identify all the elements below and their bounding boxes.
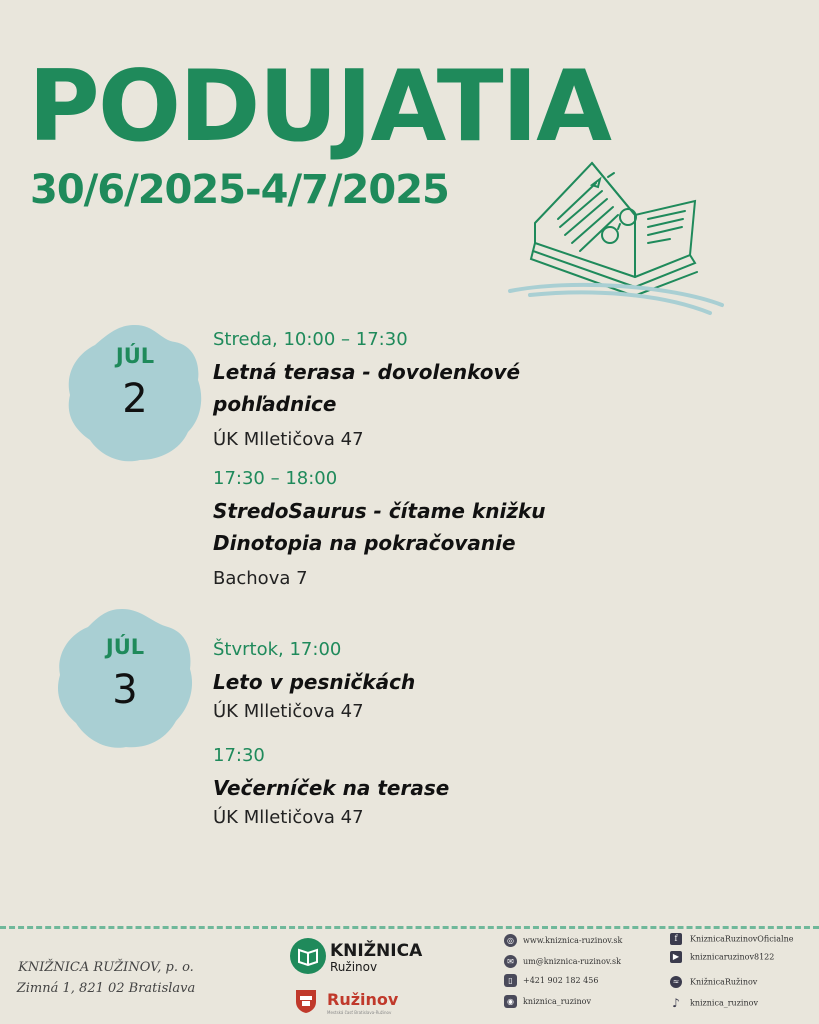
mail-icon: ✉: [504, 955, 517, 968]
contact-email[interactable]: ✉ um@kniznica-ruzinov.sk: [504, 955, 621, 968]
instagram-icon: ◉: [504, 995, 517, 1008]
org-address: Zimná 1, 821 02 Bratislava: [16, 981, 196, 996]
tiktok-icon: ♪: [672, 996, 680, 1010]
org-name: KNIŽNICA RUŽINOV, p. o.: [18, 960, 194, 975]
footer-divider: [0, 926, 819, 929]
page-title: PODUJATIA: [28, 50, 610, 164]
globe-icon: ◎: [504, 934, 517, 947]
event-place: ÚK Mlletičova 47: [213, 429, 364, 450]
library-logo-name: KNIŽNICA: [330, 941, 423, 961]
event-place: ÚK Mlletičova 47: [213, 807, 364, 828]
event-item: [213, 744, 573, 830]
footer-address: [6, 957, 206, 999]
event-time: 17:30: [213, 745, 265, 766]
badge-day: 2: [122, 376, 148, 422]
facebook-icon: f: [670, 933, 682, 945]
social-tiktok[interactable]: ♪ kniznica_ruzinov: [670, 997, 758, 1009]
event-time: 17:30 – 18:00: [213, 468, 338, 489]
social-facebook[interactable]: f KniznicaRuzinovOficialne: [670, 933, 793, 945]
badge-month: JÚL: [115, 344, 155, 368]
event-name: Letná terasa - dovolenkové pohľadnice: [213, 360, 521, 416]
event-item: [213, 328, 573, 452]
book-icon: [290, 938, 326, 974]
date-badge: [60, 320, 210, 470]
event-name: Večerníček na terase: [213, 776, 450, 800]
library-logo[interactable]: [290, 938, 423, 978]
contact-instagram[interactable]: ◉ kniznica_ruzinov: [504, 995, 591, 1008]
event-name: Leto v pesničkách: [213, 670, 416, 694]
badge-day: 3: [112, 667, 138, 713]
event-item: [213, 467, 573, 591]
district-logo[interactable]: [293, 988, 423, 1022]
contact-phone[interactable]: ▯ +421 902 182 456: [504, 974, 598, 987]
date-range: 30/6/2025-4/7/2025: [30, 167, 449, 213]
badge-month: JÚL: [105, 635, 145, 659]
spotify-icon: ≈: [670, 976, 682, 988]
event-time: Streda, 10:00 – 17:30: [213, 329, 408, 350]
social-spotify[interactable]: ≈ KnižnicaRužinov: [670, 976, 757, 988]
youtube-icon: ▶: [670, 951, 682, 963]
event-place: ÚK Mlletičova 47: [213, 701, 364, 722]
event-time: Štvrtok, 17:00: [213, 639, 342, 660]
event-place: Bachova 7: [213, 568, 308, 589]
district-logo-name: Ružinov: [327, 990, 399, 1009]
library-logo-sub: Ružinov: [330, 960, 378, 974]
date-badge: [50, 605, 200, 755]
phone-icon: ▯: [504, 974, 517, 987]
event-name: StredoSaurus - čítame knižku Dinotopia na pokračovanie: [213, 499, 546, 555]
contact-web[interactable]: ◎ www.kniznica-ruzinov.sk: [504, 934, 622, 947]
social-youtube[interactable]: ▶ kniznicaruzinov8122: [670, 951, 774, 963]
crest-icon: [293, 988, 319, 1014]
event-item: [213, 638, 573, 724]
district-logo-sub: Mestská časť Bratislava-Ružinov: [327, 1010, 392, 1015]
open-book-illustration: [500, 155, 730, 325]
